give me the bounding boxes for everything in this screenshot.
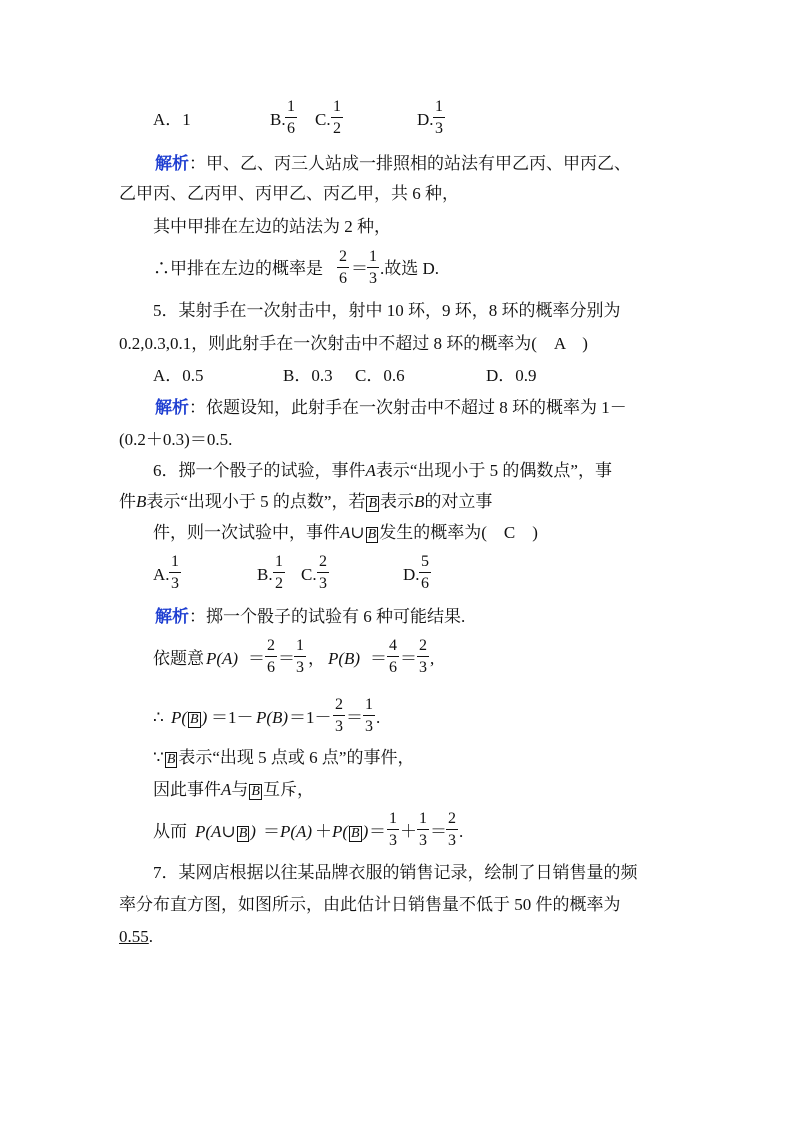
fraction: $\frac{1}{3}$ [389,810,397,849]
solution-text: 乙甲丙、乙丙甲、丙甲乙、丙乙甲，共 6 种， [119,184,459,203]
complement-b: B [238,826,248,841]
option-c-prefix: C. [301,565,317,584]
option-c-fraction: $\frac{1}{2}$ [333,98,341,137]
option-c-prefix: C. [315,110,331,129]
solution-label: 解析 [155,607,189,626]
question-stem: 7．某网店根据以往某品牌衣服的销售记录，绘制了日销售量的频 [153,863,638,882]
option-d: D．0.9 [486,366,537,385]
option-c: C．0.6 [355,366,405,385]
solution-label: 解析 [155,398,189,417]
solution-text: .故选 D. [380,259,440,278]
option-a-prefix: A. [153,565,170,584]
fraction: $\frac{2}{3}$ [448,810,456,849]
question-stem: 6．掷一个骰子的试验，事件A表示“出现小于 5 的偶数点”，事 [153,461,612,480]
fraction: $\frac{1}{3}$ [365,696,373,735]
fraction: $\frac{1}{3}$ [369,248,377,287]
solution-text: 因此事件A与 B 互斥， [153,780,314,799]
solution-text: ∵ B 表示“出现 5 点或 6 点”的事件， [153,748,415,767]
answer-value: 0.55 [119,927,149,946]
question-stem: 件B表示“出现小于 5 的点数”，若 B 表示B的对立事 [119,492,493,511]
solution-text: ∴甲排在左边的概率是 [153,259,323,278]
complement-b: B [367,527,377,542]
option-d-prefix: D. [403,565,420,584]
option-b-fraction: $\frac{1}{6}$ [287,98,295,137]
fraction: $\frac{2}{6}$ [267,637,275,676]
solution-text: 其中甲排在左边的站法为 2 种， [153,217,391,236]
solution-text: ：甲、乙、丙三人站成一排照相的站法有甲乙丙、甲丙乙、 [189,154,631,173]
solution-label: 解析 [155,154,189,173]
option-a: A．0.5 [153,366,204,385]
option-a-fraction: $\frac{1}{3}$ [171,553,179,592]
question-stem: 率分布直方图，如图所示，由此估计日销售量不低于 50 件的概率为 [119,895,621,914]
solution-text: (0.2＋0.3)＝0.5. [119,430,233,449]
fraction: $\frac{1}{3}$ [419,810,427,849]
fraction: $\frac{2}{3}$ [335,696,343,735]
question-stem: 件，则一次试验中，事件A∪ B 发生的概率为( C ) [153,523,538,542]
fraction: $\frac{2}{6}$ [339,248,347,287]
fraction: $\frac{4}{6}$ [389,637,397,676]
option-a: A．1 [153,110,191,129]
option-c-fraction: $\frac{2}{3}$ [319,553,327,592]
option-d-fraction: $\frac{5}{6}$ [421,553,429,592]
question-stem: 5．某射手在一次射击中，射中 10 环，9 环，8 环的概率分别为 [153,301,621,320]
fraction: $\frac{2}{3}$ [419,637,427,676]
complement-b: B [166,752,176,767]
option-d-fraction: $\frac{1}{3}$ [435,98,443,137]
fraction: $\frac{1}{3}$ [296,637,304,676]
question-stem: 0.2,0.3,0.1，则此射手在一次射击中不超过 8 环的概率为( A ) [119,334,588,353]
equals: ＝ [351,259,368,278]
option-b-prefix: B. [257,565,273,584]
option-b: B．0.3 [283,366,333,385]
option-d-prefix: D. [417,110,434,129]
solution-text: ：掷一个骰子的试验有 6 种可能结果. [189,607,466,626]
solution-text: ：依题设知，此射手在一次射击中不超过 8 环的概率为 1－ [189,398,627,417]
complement-b: B [190,712,199,727]
complement-b: B [351,826,360,841]
answer: 0.55. [119,927,153,946]
complement-b: B [251,784,260,799]
complement-b: B [368,496,378,511]
option-b-fraction: $\frac{1}{2}$ [275,553,283,592]
option-b-prefix: B. [270,110,286,129]
